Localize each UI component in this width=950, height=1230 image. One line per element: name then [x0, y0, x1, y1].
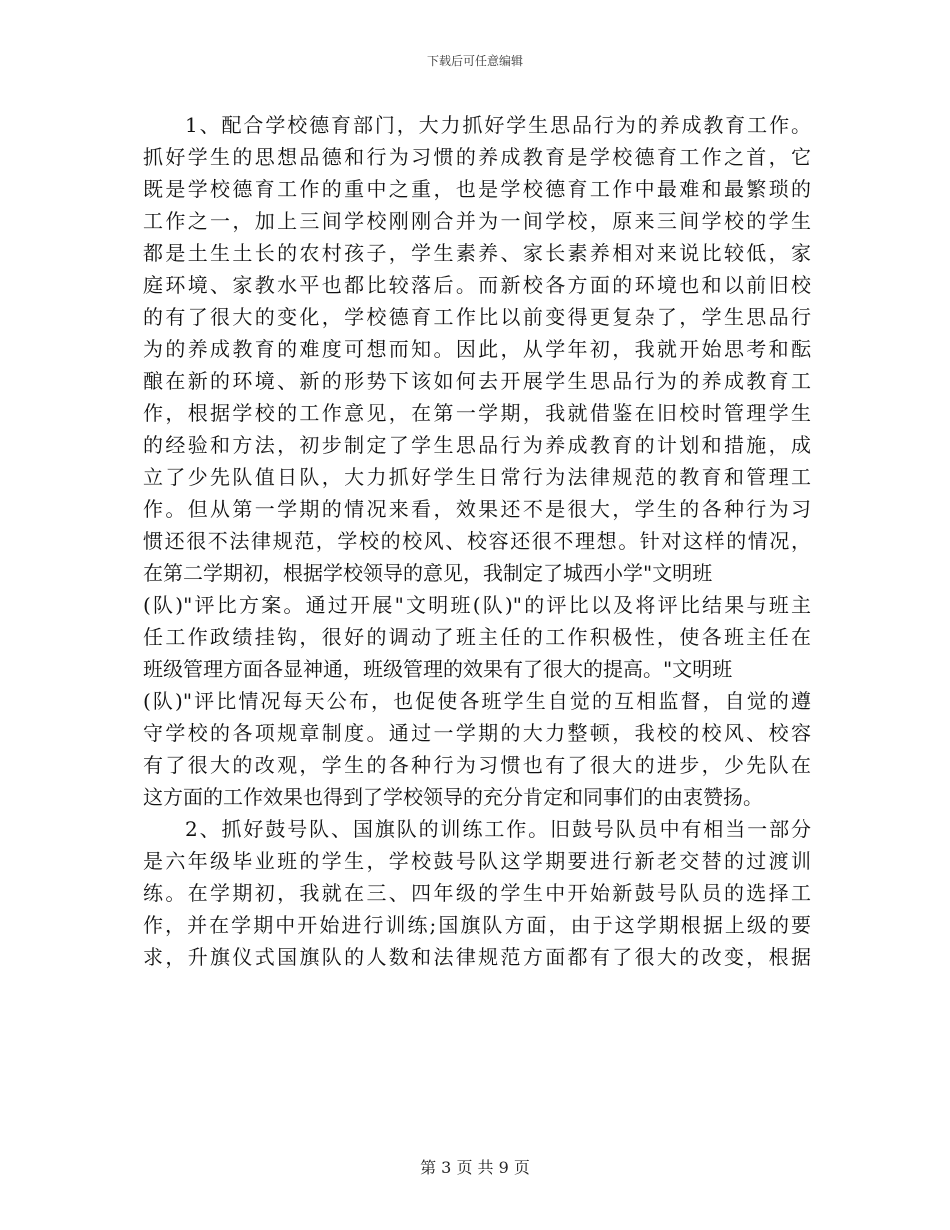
paragraph-1-line: 作，根据学校的工作意见，在第一学期，我就借鉴在旧校时管理学生: [143, 401, 811, 425]
paragraph-1-line: 酿在新的环境、新的形势下该如何去开展学生思品行为的养成教育工: [143, 369, 811, 393]
paragraph-1-line: 立了少先队值日队，大力抓好学生日常行为法律规范的教育和管理工: [143, 465, 811, 489]
paragraph-2-line: 是六年级毕业班的学生，学校鼓号队这学期要进行新老交替的过渡训: [143, 849, 811, 873]
paragraph-1-line: 1、配合学校德育部门，大力抓好学生思品行为的养成教育工作。: [185, 113, 811, 137]
document-body: [143, 109, 811, 973]
paragraph-1-line: 在第二学期初，根据学校领导的意见，我制定了城西小学"文明班: [143, 561, 713, 585]
paragraph-1-line: 的有了很大的变化，学校德育工作比以前变得更复杂了，学生思品行: [143, 305, 811, 329]
paragraph-1-line: 的经验和方法，初步制定了学生思品行为养成教育的计划和措施，成: [143, 433, 811, 457]
paragraph-1-line: 作。但从第一学期的情况来看，效果还不是很大，学生的各种行为习: [143, 497, 811, 521]
paragraph-1-line: 这方面的工作效果也得到了学校领导的充分肯定和同事们的由衷赞扬。: [143, 785, 763, 809]
page-header: 下载后可任意编辑: [426, 54, 523, 68]
paragraph-2-line: 练。在学期初，我就在三、四年级的学生中开始新鼓号队员的选择工: [143, 881, 811, 905]
paragraph-1-line: (队)"评比方案。通过开展"文明班(队)"的评比以及将评比结果与班主: [143, 593, 811, 617]
paragraph-2-line: 2、抓好鼓号队、国旗队的训练工作。旧鼓号队员中有相当一部分: [185, 817, 811, 841]
paragraph-1-line: 庭环境、家教水平也都比较落后。而新校各方面的环境也和以前旧校: [143, 273, 811, 297]
paragraph-1-line: 既是学校德育工作的重中之重，也是学校德育工作中最难和最繁琐的: [143, 177, 811, 201]
paragraph-1-line: 有了很大的改观，学生的各种行为习惯也有了很大的进步，少先队在: [143, 753, 811, 777]
paragraph-1-line: (队)"评比情况每天公布，也促使各班学生自觉的互相监督，自觉的遵: [143, 689, 811, 713]
paragraph-2-line: 求，升旗仪式国旗队的人数和法律规范方面都有了很大的改变，根据: [143, 945, 811, 969]
paragraph-1-line: 守学校的各项规章制度。通过一学期的大力整顿，我校的校风、校容: [143, 721, 811, 745]
paragraph-1-line: 惯还很不法律规范，学校的校风、校容还很不理想。针对这样的情况，: [143, 529, 811, 553]
paragraph-1-line: 工作之一，加上三间学校刚刚合并为一间学校，原来三间学校的学生: [143, 209, 811, 233]
page-number-footer: 第 3 页 共 9 页: [420, 1158, 530, 1177]
paragraph-1-line: 任工作政绩挂钩，很好的调动了班主任的工作积极性，使各班主任在: [143, 625, 811, 649]
paragraph-1-line: 抓好学生的思想品德和行为习惯的养成教育是学校德育工作之首，它: [143, 145, 811, 169]
paragraph-2-line: 作，并在学期中开始进行训练;国旗队方面，由于这学期根据上级的要: [143, 913, 811, 937]
paragraph-1-line: 都是土生土长的农村孩子，学生素养、家长素养相对来说比较低，家: [143, 241, 811, 265]
paragraph-1-line: 为的养成教育的难度可想而知。因此，从学年初，我就开始思考和酝: [143, 337, 811, 361]
paragraph-1-line: 班级管理方面各显神通，班级管理的效果有了很大的提高。"文明班: [143, 657, 733, 681]
